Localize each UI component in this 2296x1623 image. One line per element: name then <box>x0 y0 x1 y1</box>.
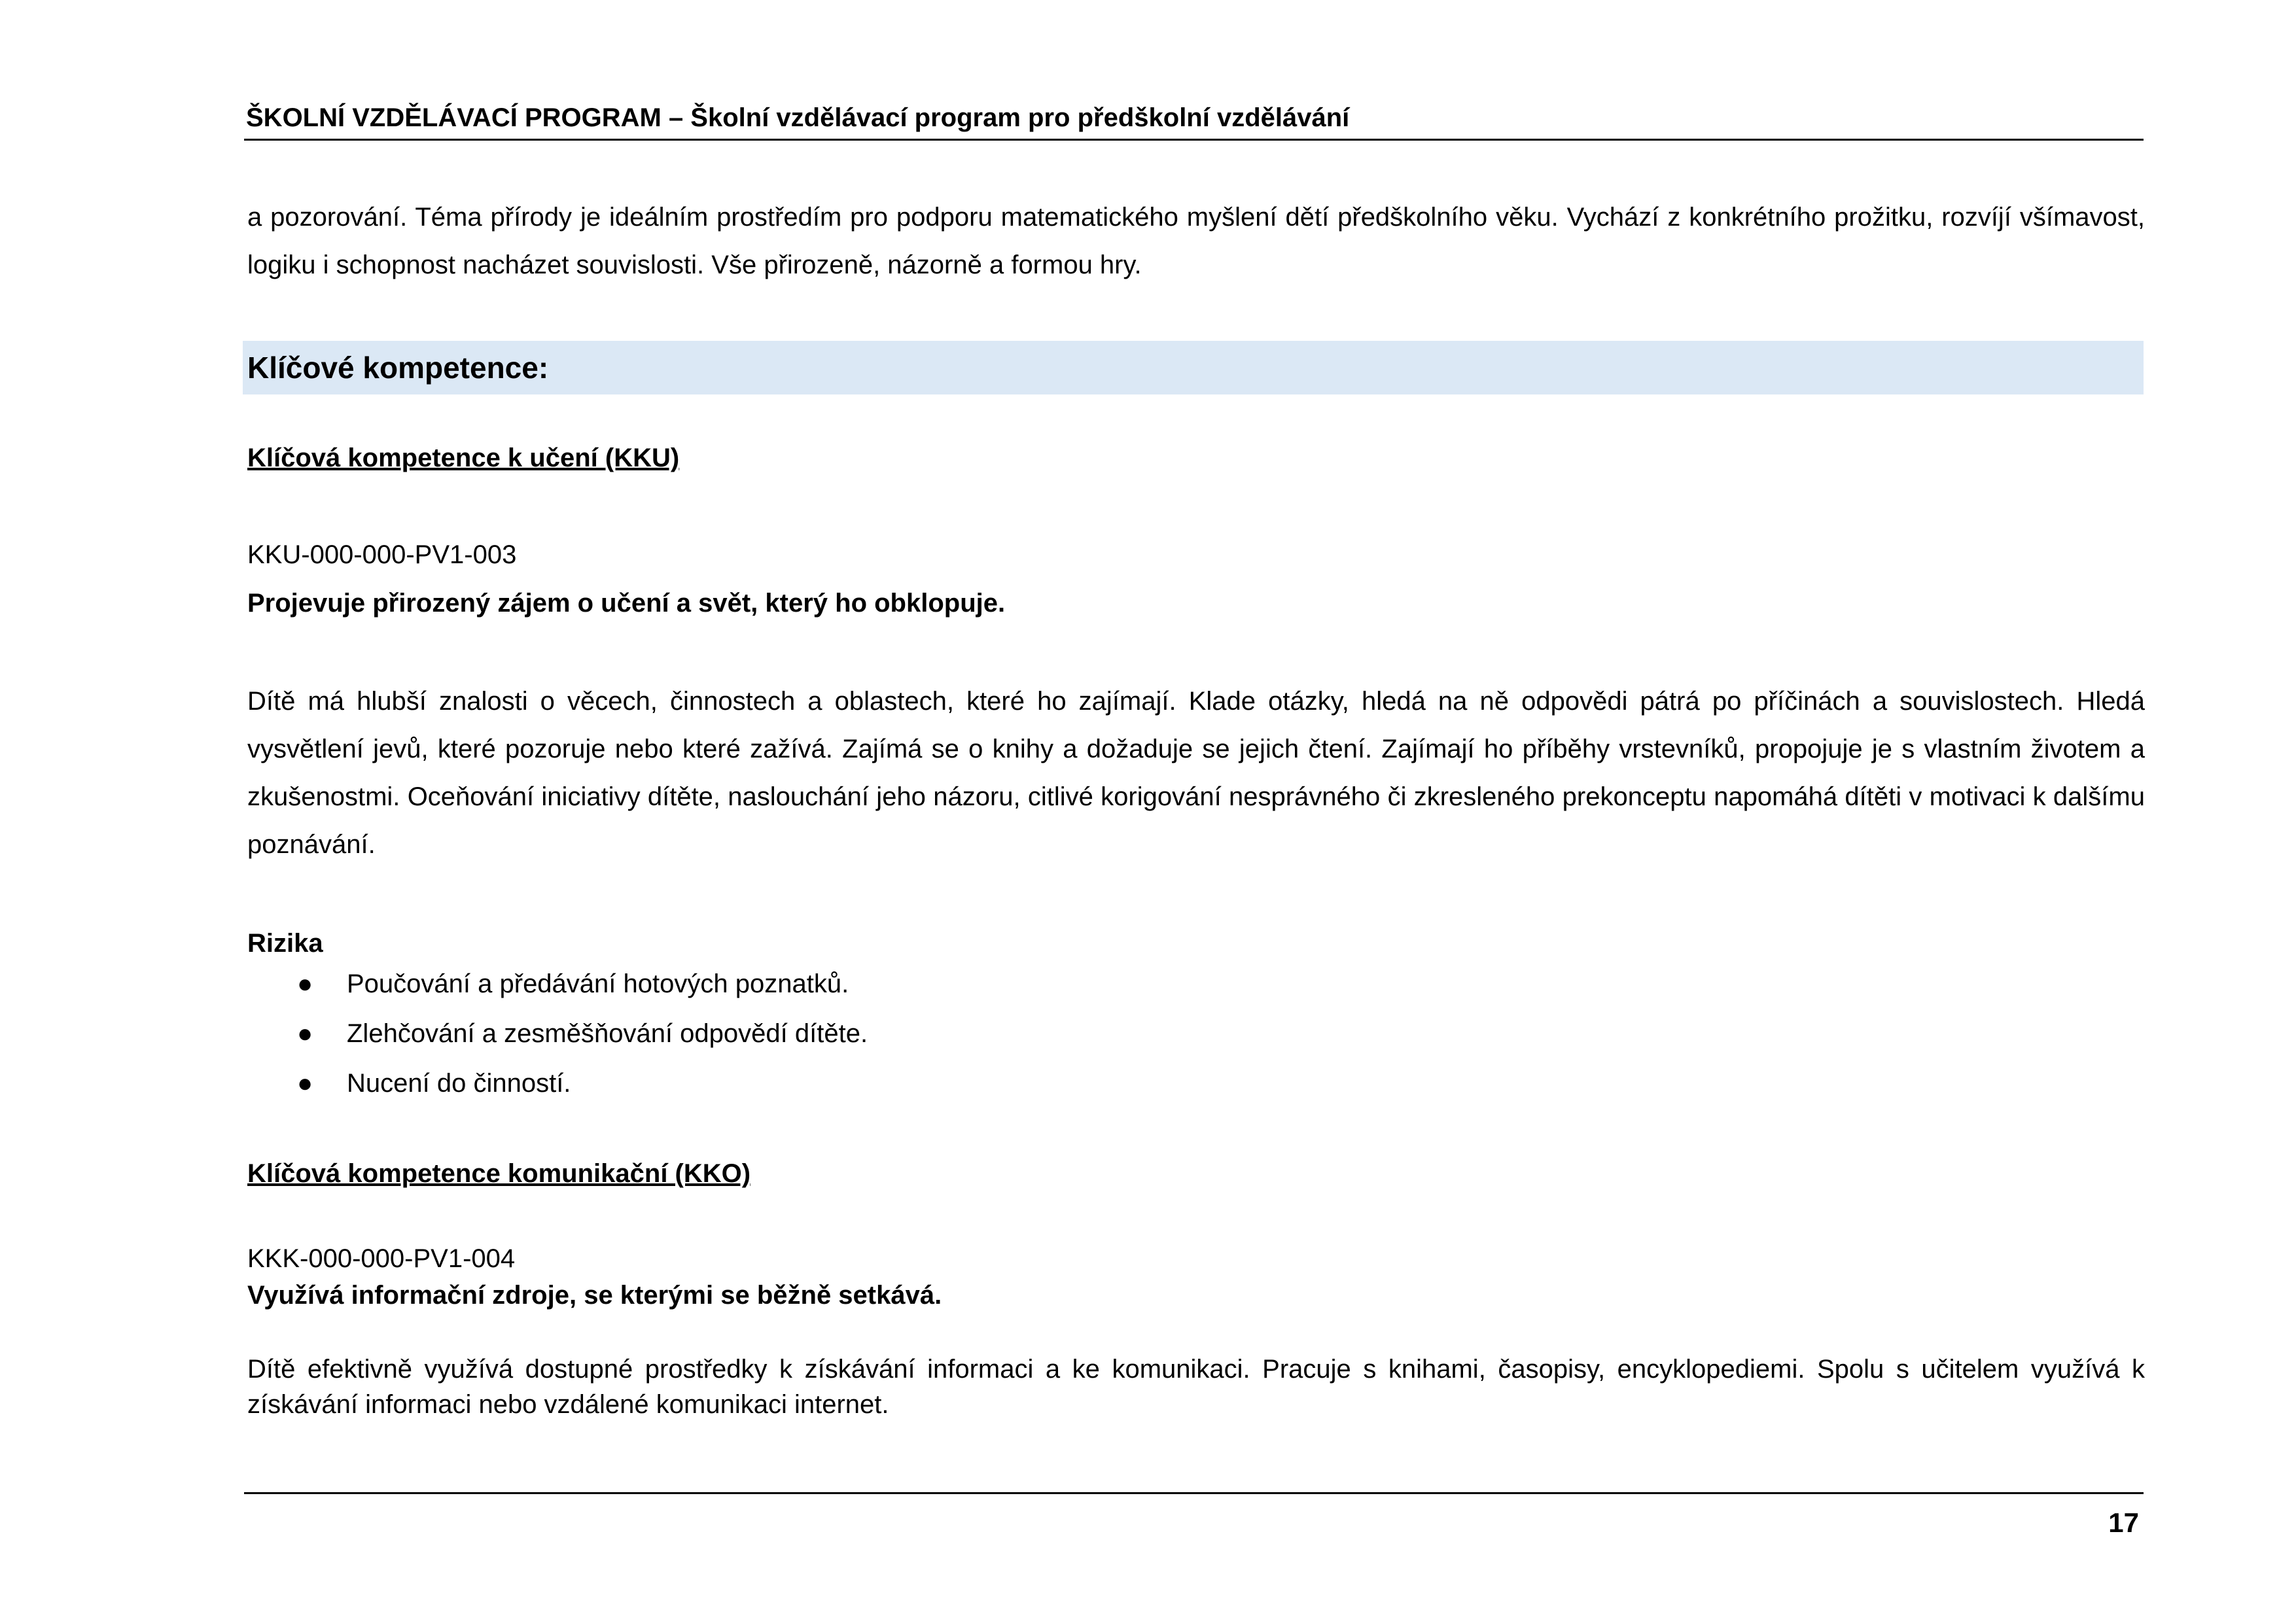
kku-description: Dítě má hlubší znalosti o věcech, činnostech a oblastech, které ho zajímají. Klade otázky, hledá na ně odpovědi pátrá po příčinách a souvislostech. Hledá vysvětlení jevů, které pozoruje nebo které zažívá. Zajímá se o knihy a dožaduje se jejich čtení. Zajímají ho příběhy vrstevníků, propojuje je s vlastním životem a zkušenostmi. Oceňování iniciativy dítěte, naslouchání jeho názoru, citlivé korigování nesprávného či zkresleného prekonceptu napomáhá dítěti v motivaci k dalšímu poznávání. <box>247 687 2145 859</box>
risk-text: Nucení do činností. <box>347 1069 571 1098</box>
risk-text: Zlehčování a zesměšňování odpovědí dítěte. <box>347 1019 868 1048</box>
header-divider <box>244 139 2144 141</box>
bullet-icon: ● <box>297 969 313 998</box>
section-title: Klíčové kompetence: <box>247 351 549 385</box>
running-header: ŠKOLNÍ VZDĚLÁVACÍ PROGRAM – Školní vzdělávací program pro předškolní vzdělávání <box>246 103 1350 132</box>
risk-text: Poučování a předávání hotových poznatků. <box>347 969 849 998</box>
kku-statement: Projevuje přirozený zájem o učení a svět, který ho obklopuje. <box>247 589 1006 618</box>
kko-heading: Klíčová kompetence komunikační (KKO) <box>247 1159 751 1188</box>
intro-paragraph: a pozorování. Téma přírody je ideálním prostředím pro podporu matematického myšlení dětí předškolního věku. Vychází z konkrétního prožitku, rozvíjí všímavost, logiku i schopnost nacházet souvislosti. Vše přirozeně, názorně a formou hry. <box>247 203 2145 279</box>
kko-description: Dítě efektivně využívá dostupné prostředky k získávání informaci a ke komunikaci. Pracuje s knihami, časopisy, encyklopediemi. Spolu s učitelem využívá k získávání informaci nebo vzdálené komunikaci internet. <box>247 1355 2145 1419</box>
risks-title: Rizika <box>247 929 323 958</box>
bullet-icon: ● <box>297 1019 313 1048</box>
kku-code: KKU-000-000-PV1-003 <box>247 540 517 569</box>
bullet-icon: ● <box>297 1069 313 1098</box>
kko-code: KKK-000-000-PV1-004 <box>247 1244 516 1273</box>
footer-divider <box>244 1492 2144 1494</box>
kko-statement: Využívá informační zdroje, se kterými se běžně setkává. <box>247 1281 942 1310</box>
page-number: 17 <box>2108 1507 2139 1538</box>
kku-heading: Klíčová kompetence k učení (KKU) <box>247 444 680 472</box>
